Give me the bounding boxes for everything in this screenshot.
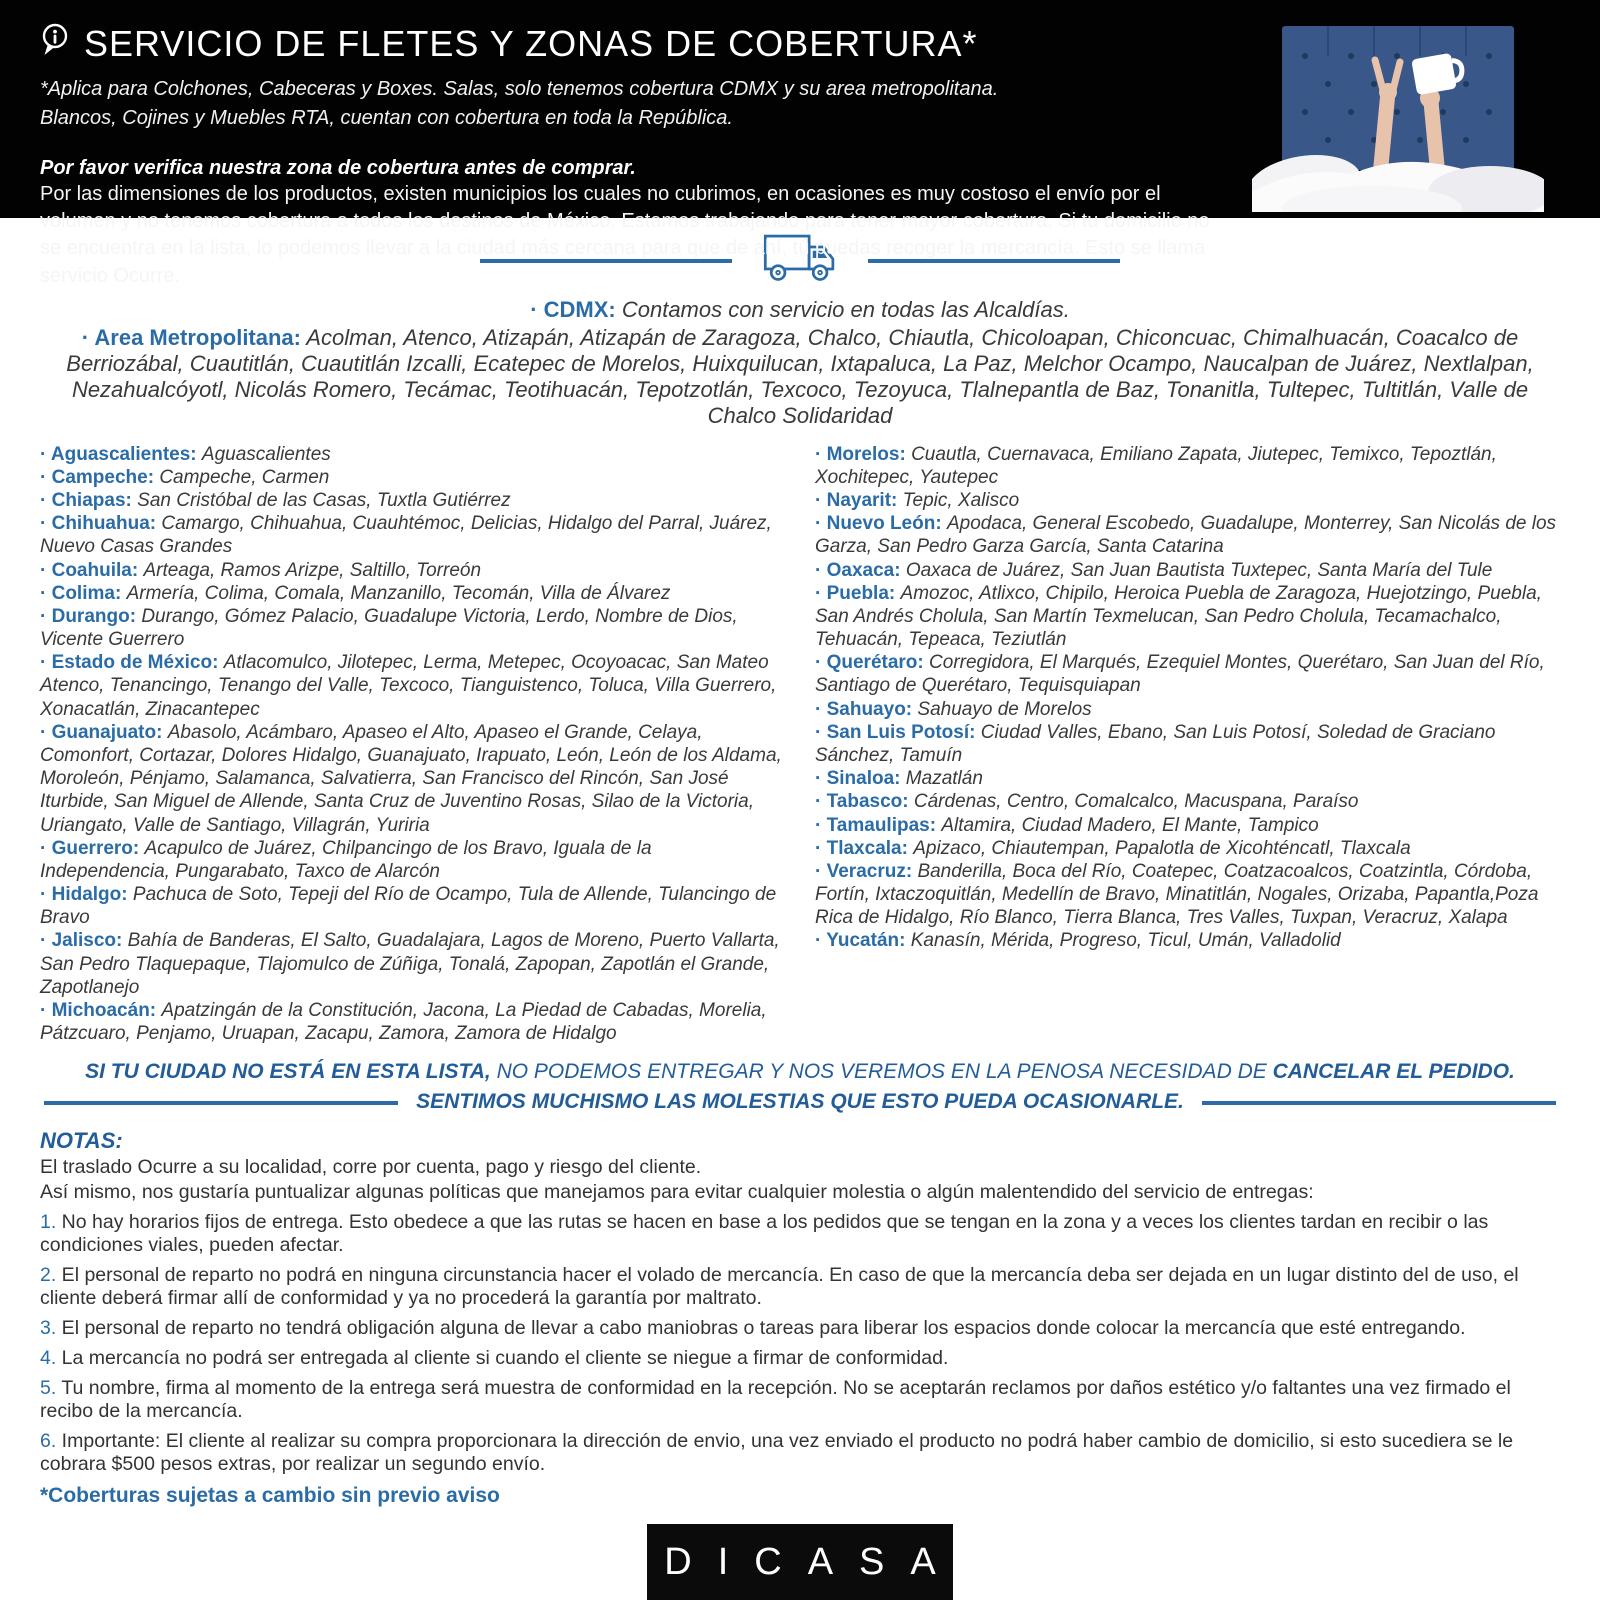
state-cities: San Cristóbal de las Casas, Tuxtla Gutiérrez [137,490,511,512]
state-name: · Tabasco: [815,791,909,813]
state-cities: Armería, Colima, Comala, Manzanillo, Tecomán, Villa de Álvarez [126,582,671,604]
state-cities: Durango, Gómez Palacio, Guadalupe Victoria, Lerdo, Nombre de Dios, Vicente Guerrero [40,605,738,651]
state-name: · Colima: [40,582,122,604]
state-cities: Amozoc, Atlixco, Chipilo, Heroica Puebla de Zaragoza, Huejotzingo, Puebla, San Andrés Cholula, San Martín Texmelucan, San Pedro Cholula, Tecamachalco, Tehuacán, Tepeaca, Teziutlán [815,582,1542,651]
state-name: · Nayarit: [815,490,898,512]
state-row [40,443,785,466]
page-title: SERVICIO DE FLETES Y ZONAS DE COBERTURA* [84,22,978,64]
state-name: · Jalisco: [40,930,123,952]
state-name: · Coahuila: [40,559,139,581]
state-cities: Arteaga, Ramos Arizpe, Saltillo, Torreón [143,559,482,581]
state-cities: Kanasín, Mérida, Progreso, Ticul, Umán, Valladolid [910,930,1341,952]
state-name: · Chihuahua: [40,513,157,535]
note-text: Importante: El cliente al realizar su compra proporcionara la dirección de envio, una vez enviado el producto no podrá haber cambio de domicilio, si esto sucediera se le cobrara $500 pesos extras, por realizar un segundo envío. [40,1429,1514,1475]
warning-regular: NO PODEMOS ENTREGAR Y NOS VEREMOS EN LA PENOSA NECESIDAD DE [490,1060,1273,1084]
state-row [40,651,785,721]
state-row [815,489,1560,512]
note-item-3 [40,1317,1560,1340]
warning-line-2 [44,1089,1556,1115]
state-row [815,929,1560,952]
coverage-column-right [815,443,1560,1045]
state-row [815,443,1560,489]
brand-logo [647,1524,962,1600]
state-cities: Apatzingán de la Constitución, Jacona, La Piedad de Cabadas, Morelia, Pátzcuaro, Penjamo, Uruapan, Zacapu, Zamora, Zamora de Hidalgo [40,999,767,1045]
note-item-5 [40,1377,1560,1423]
coverage-intro [0,297,1600,429]
subtitle-line-1: *Aplica para Colchones, Cabeceras y Boxes. Salas, solo tenemos cobertura CDMX y su area metropolitana. [40,78,999,100]
state-cities: Ciudad Valles, Ebano, San Luis Potosí, Soledad de Graciano Sánchez, Tamuín [815,721,1496,766]
state-cities: Aguascalientes [201,443,331,465]
state-name: · Oaxaca: [815,559,901,581]
state-name: · Tamaulipas: [815,814,937,836]
warning-line-2-text: SENTIMOS MUCHISMO LAS MOLESTIAS QUE ESTO PUEDA OCASIONARLE. [416,1090,1184,1114]
state-cities: Apizaco, Chiautempan, Papalotla de Xicohténcatl, Tlaxcala [913,837,1411,859]
state-name: · Querétaro: [815,652,924,674]
header-subtitle [40,75,1230,133]
subtitle-line-2: Blancos, Cojines y Muebles RTA, cuentan con cobertura en toda la República. [40,107,733,129]
state-cities: Abasolo, Acámbaro, Apaseo el Alto, Apaseo el Grande, Celaya, Comonfort, Cortazar, Dolores Hidalgo, Guanajuato, Irapuato, León, León de los Aldama, Moroleón, Pénjamo, Salamanca, Salvatierra, San Francisco del Rincón, San José Iturbide, San Miguel de Allende, Santa Cruz de Juventino Rosas, Silao de la Victoria, Uriangato, Valle de Santiago, Villagrán, Yuriria [40,721,782,836]
note-number: 2. [40,1263,57,1286]
state-cities: Bahía de Banderas, El Salto, Guadalajara, Lagos de Moreno, Puerto Vallarta, San Pedro Tlaquepaque, Tlajomulco de Zúñiga, Tonalá, Zapopan, Zapotlán el Grande, Zapotlanejo [40,930,780,998]
info-pin-icon [40,22,70,65]
state-cities: Acapulco de Juárez, Chilpancingo de los Bravo, Iguala de la Independencia, Pungarabato, Taxco de Alarcón [40,837,652,882]
state-cities: Apodaca, General Escobedo, Guadalupe, Monterrey, San Nicolás de los Garza, San Pedro Garza García, Santa Catarina [815,513,1557,558]
state-row [815,837,1560,860]
state-name: · San Luis Potosí: [815,721,976,743]
notes-intro-1: El traslado Ocurre a su localidad, corre por cuenta, pago y riesgo del cliente. [40,1155,702,1178]
state-row [40,582,785,605]
state-row [40,559,785,582]
state-row [815,698,1560,721]
warning-rule-right [1202,1101,1556,1105]
state-row [815,767,1560,790]
note-number: 5. [40,1376,57,1399]
state-row [40,929,785,999]
state-row [40,999,785,1045]
note-item-1 [40,1211,1560,1257]
state-name: · Aguascalientes: [40,443,197,465]
metro-label: · Area Metropolitana: [81,324,301,350]
state-row [815,721,1560,767]
state-row [815,790,1560,813]
state-cities: Sahuayo de Morelos [917,698,1092,720]
note-text: Tu nombre, firma al momento de la entrega será muestra de conformidad en la recepción. No se aceptarán reclamos por daños estético y/o faltantes una vez firmado el recibo de la mercancía. [40,1376,1511,1422]
notes-section [0,1116,1600,1509]
state-row [40,605,785,651]
cdmx-label: · CDMX: [530,297,616,322]
state-cities: Cárdenas, Centro, Comalcalco, Macuspana, Paraíso [913,791,1359,813]
state-row [40,837,785,883]
state-cities: Mazatlán [905,768,983,790]
state-name: · Guanajuato: [40,721,163,743]
coverage-footnote: *Coberturas sujetas a cambio sin previo aviso [40,1483,500,1507]
bed-photo-illustration [1252,0,1544,212]
warning-bold-2: CANCELAR EL PEDIDO. [1272,1060,1515,1084]
note-text: El personal de reparto no podrá en ninguna circunstancia hacer el volado de mercancía. En caso de que la mercancía deba ser dejada en un lugar distinto del de uso, el cliente deberá firmar allí de conformidad y ya no procederá la garantía por maltrato. [40,1263,1519,1309]
state-name: · Morelos: [815,443,906,465]
header-section [0,0,1600,287]
warning-line-1 [44,1059,1556,1085]
state-row [815,559,1560,582]
state-cities: Pachuca de Soto, Tepeji del Río de Ocampo, Tula de Allende, Tulancingo de Bravo [40,884,777,929]
notes-intro-2: Así mismo, nos gustaría puntualizar algunas políticas que manejamos para evitar cualquier molestia o algún malentendido del servicio de entregas: [40,1180,1314,1203]
state-cities: Banderilla, Boca del Río, Coatepec, Coatzacoalcos, Coatzintla, Córdoba, Fortín, Ixtaczoquitlán, Medellín de Bravo, Minatitlán, Nogales, Orizaba, Papantla,Poza Rica de Hidalgo, Río Blanco, Tierra Blanca, Tres Valles, Tuxpan, Veracruz, Xalapa [815,860,1539,929]
state-row [815,814,1560,837]
state-row [815,651,1560,697]
state-cities: Campeche, Carmen [159,466,330,488]
state-name: · Durango: [40,605,137,627]
metro-text: Acolman, Atenco, Atizapán, Atizapán de Zaragoza, Chalco, Chiautla, Chicoloapan, Chiconcuac, Chimalhuacán, Coacalco de Berriozábal, Cuautitlán, Cuautitlán Izcalli, Ecatepec de Morelos, Huixquilucan, Ixtapaluca, La Paz, Melchor Ocampo, Naucalpan de Juárez, Nextlalpan, Nezahualcóyotl, Nicolás Romero, Tecámac, Teotihuacán, Tepotzotlán, Texcoco, Tezoyuca, Tlalnepantla de Baz, Tonanitla, Tultepec, Tultitlán, Valle de Chalco Solidaridad [66,324,1534,428]
note-text: El personal de reparto no tendrá obligación alguna de llevar a cabo maniobras o tareas para liberar los espacios donde colocar la mercancía que esté entregando. [56,1316,1466,1339]
state-row [815,860,1560,930]
state-row [815,512,1560,558]
note-text: No hay horarios fijos de entrega. Esto obedece a que las rutas se hacen en base a los pedidos que se tengan en la zona y a veces los clientes tardan en recibir o las condiciones viales, pueden afectar. [40,1210,1489,1256]
note-number: 4. [40,1346,57,1369]
cdmx-line [0,297,1600,323]
cdmx-text: Contamos con servicio en todas las Alcaldías. [615,297,1070,322]
state-name: · Guerrero: [40,837,140,859]
state-name: · Tlaxcala: [815,837,908,859]
note-number: 3. [40,1316,57,1339]
state-row [40,721,785,837]
state-name: · Sahuayo: [815,698,913,720]
note-number: 1. [40,1210,57,1233]
state-cities: Cuautla, Cuernavaca, Emiliano Zapata, Jiutepec, Temixco, Tepoztlán, Xochitepec, Yautepec [815,443,1497,488]
state-row [40,466,785,489]
note-text: La mercancía no podrá ser entregada al cliente si cuando el cliente se niegue a firmar de conformidad. [56,1346,949,1369]
warning-rule-left [44,1101,398,1105]
state-name: · Campeche: [40,466,155,488]
state-name: · Michoacán: [40,999,157,1021]
note-number: 6. [40,1429,57,1452]
warning-banner [44,1059,1556,1116]
state-cities: Altamira, Ciudad Madero, El Mante, Tampico [941,814,1319,836]
state-row [815,582,1560,652]
state-row [40,883,785,929]
state-name: · Veracruz: [815,860,913,882]
state-name: · Chiapas: [40,490,132,512]
state-name: · Yucatán: [815,930,906,952]
state-name: · Nuevo León: [815,513,942,535]
state-row [40,489,785,512]
state-cities: Camargo, Chihuahua, Cuauhtémoc, Delicias, Hidalgo del Parral, Juárez, Nuevo Casas Grandes [40,513,772,558]
metro-paragraph [38,325,1562,429]
brand-logo-text: DICASA [664,1540,962,1583]
state-row [40,512,785,558]
warning-bold-1: SI TU CIUDAD NO ESTÁ EN ESTA LISTA, [85,1060,491,1084]
state-cities: Oaxaca de Juárez, San Juan Bautista Tuxtepec, Santa María del Tule [905,559,1493,581]
note-item-6 [40,1430,1560,1476]
state-name: · Estado de México: [40,652,219,674]
verify-note: Por favor verifica nuestra zona de cobertura antes de comprar. [40,157,636,179]
state-name: · Sinaloa: [815,768,901,790]
header-paragraph: Por las dimensiones de los productos, existen municipios los cuales no cubrimos, en ocasiones es muy costoso el envío por el volumen y no tenemos cobertura a todos los destinos de México. Estamos trabajando para tener mayor cobertura. Si tu domicilio no se encuentra en la lista, lo podemos llevar a la ciudad más cercana para que de ahí, tú puedas recoger la mercancía. Esto se llama servicio Ocurre. [40,183,1210,287]
note-item-2 [40,1264,1560,1310]
coverage-columns [0,443,1600,1045]
note-item-4 [40,1347,1560,1370]
notes-title: NOTAS: [40,1127,123,1153]
state-cities: Corregidora, El Marqués, Ezequiel Montes, Querétaro, San Juan del Río, Santiago de Querétaro, Tequisquiapan [815,652,1545,697]
state-name: · Puebla: [815,582,896,604]
state-cities: Tepic, Xalisco [902,490,1020,512]
state-cities: Atlacomulco, Jilotepec, Lerma, Metepec, Ocoyoacac, San Mateo Atenco, Tenancingo, Tenango del Valle, Texcoco, Tianguistenco, Toluca, Villa Guerrero, Xonacatlán, Zinacantepec [40,652,777,720]
coverage-column-left [40,443,785,1045]
state-name: · Hidalgo: [40,884,128,906]
